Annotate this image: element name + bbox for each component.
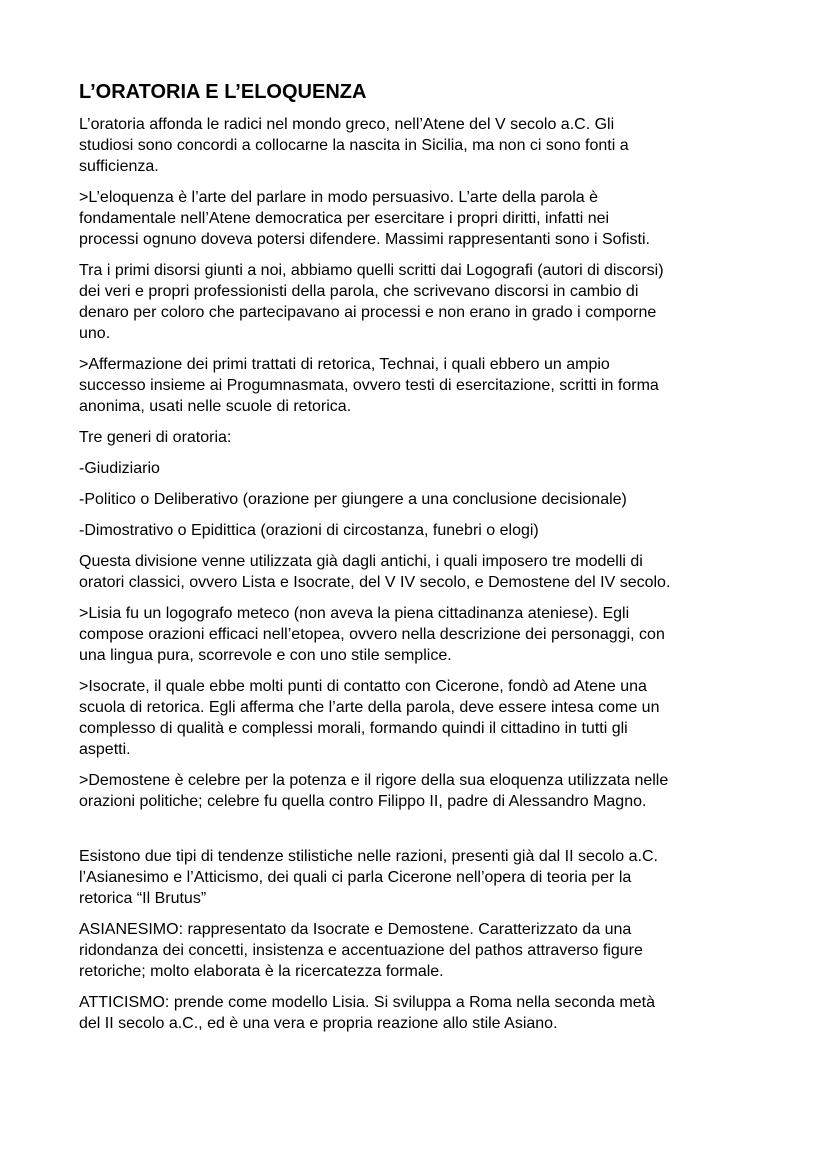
paragraph-atticismo: ATTICISMO: prende come modello Lisia. Si sviluppa a Roma nella seconda metà del II secolo a.C., ed è una vera e propria reazione allo stile Asiano. [79,994,655,1032]
paragraph-eloquence: >L’eloquenza è l’arte del parlare in modo persuasivo. L’arte della parola è fondamentale nell’Atene democratica per esercitare i propri diritti, infatti nei processi ognuno doveva potersi difendere. Massimi rappresentanti sono i Sofisti. [79,189,650,248]
genre-item-deliberative: -Politico o Deliberativo (orazione per giungere a una conclusione decisionale) [79,491,627,508]
paragraph-classic-models: Questa divisione venne utilizzata già dagli antichi, i quali imposero tre modelli di oratori classici, ovvero Lista e Isocrate, del V IV secolo, e Demostene del IV secolo. [79,553,671,591]
paragraph-origins: L’oratoria affonda le radici nel mondo greco, nell’Atene del V secolo a.C. Gli studiosi sono concordi a collocarne la nascita in Sicilia, ma non ci sono fonti a sufficienza. [79,116,629,175]
paragraph-genres-intro: Tre generi di oratoria: [79,429,232,446]
paragraph-lisia: >Lisia fu un logografo meteco (non aveva la piena cittadinanza ateniese). Egli compose orazioni efficaci nell’etopea, ovvero nella descrizione dei personaggi, con una lingua pura, scorrevole e con uno stile semplice. [79,605,665,664]
paragraph-logographers: Tra i primi disorsi giunti a noi, abbiamo quelli scritti dai Logografi (autori di discorsi) dei veri e propri professionisti della parola, che scrivevano discorsi in cambio di denaro per coloro che partecipavano ai processi e non erano in grado i comporne uno. [79,262,664,342]
paragraph-treatises: >Affermazione dei primi trattati di retorica, Technai, i quali ebbero un ampio successo insieme ai Progumnasmata, ovvero testi di esercitazione, scritti in forma anonima, usati nelle scuole di retorica. [79,356,659,415]
document-title: L’ORATORIA E L’ELOQUENZA [79,81,367,103]
genre-item-judicial: -Giudiziario [79,460,160,477]
document-page [79,80,759,1044]
paragraph-asianesimo: ASIANESIMO: rappresentato da Isocrate e Demostene. Caratterizzato da una ridondanza dei concetti, insistenza e accentuazione del pathos attraverso figure retoriche; molto elaborata è la ricercatezza formale. [79,921,643,980]
paragraph-isocrate: >Isocrate, il quale ebbe molti punti di contatto con Cicerone, fondò ad Atene una scuola di retorica. Egli afferma che l’arte della parola, deve essere intesa come un complesso di qualità e complessi morali, formando quindi il cittadino in tutti gli aspetti. [79,678,660,758]
paragraph-demostene: >Demostene è celebre per la potenza e il rigore della sua eloquenza utilizzata nelle orazioni politiche; celebre fu quella contro Filippo II, padre di Alessandro Magno. [79,772,669,810]
genre-item-epideictic: -Dimostrativo o Epidittica (orazioni di circostanza, funebri o elogi) [79,522,539,539]
paragraph-stylistic-trends: Esistono due tipi di tendenze stilistiche nelle razioni, presenti già dal II secolo a.C. l’Asianesimo e l’Atticismo, dei quali ci parla Cicerone nell’opera di teoria per la retorica “Il Brutus” [79,848,658,907]
